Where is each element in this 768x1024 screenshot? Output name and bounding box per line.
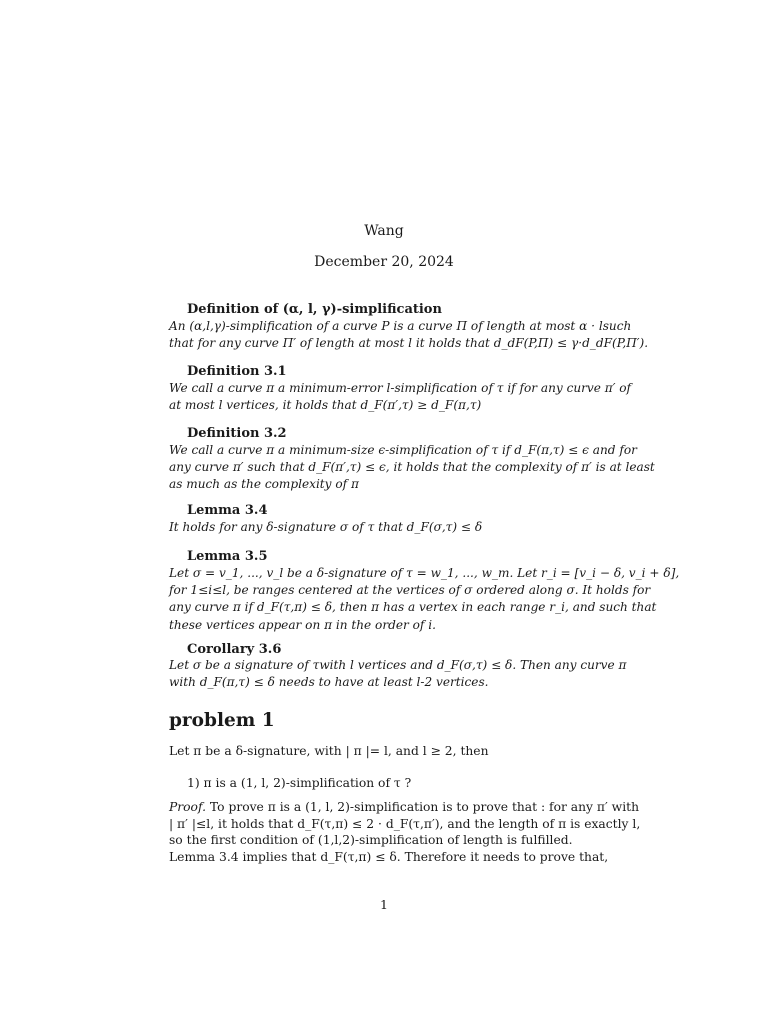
- proof-line: so the first condition of (1,l,2)-simplification of length is fulfilled.: [169, 833, 573, 847]
- proof-paragraph: [169, 799, 640, 865]
- theorem-line: An (α,l,γ)-simplification of a curve P is a curve Π of length at most α · lsuch: [169, 319, 632, 333]
- theorem-line: We call a curve π a minimum-size ϵ-simplification of τ if d_F(π,τ) ≤ ϵ and for: [169, 443, 637, 457]
- theorem-line: these vertices appear on π in the order of i.: [169, 617, 436, 632]
- theorem-body: [169, 442, 655, 494]
- theorem-line: Let σ = v_1, ..., v_l be a δ-signature of τ = w_1, ..., w_m. Let r_i = [v_i − δ, v_i + δ],: [169, 566, 680, 580]
- theorem-line: It holds for any δ-signature σ of τ that d_F(σ,τ) ≤ δ: [169, 520, 483, 534]
- theorem-title: Definition of (α, l, γ)-simplification: [187, 302, 442, 317]
- theorem-title: Definition 3.2: [187, 426, 287, 441]
- proof-line: | π′ |≤l, it holds that d_F(τ,π) ≤ 2 · d_F(τ,π′), and the length of π is exactly l,: [169, 816, 641, 831]
- proof-first-line: [169, 799, 640, 816]
- theorem-line: We call a curve π a minimum-error l-simplification of τ if for any curve π′ of: [169, 381, 632, 395]
- theorem-line: Let σ be a signature of τwith l vertices and d_F(σ,τ) ≤ δ. Then any curve π: [169, 658, 627, 672]
- proof-line: To prove π is a (1, l, 2)-simplification is to prove that : for any π′ with: [205, 800, 639, 814]
- theorem-body: [169, 565, 680, 634]
- theorem-body: [169, 657, 627, 691]
- page-number: 1: [380, 897, 388, 912]
- theorem-title: Definition 3.1: [187, 364, 287, 379]
- theorem-body: [169, 380, 632, 414]
- proof-line: Lemma 3.4 implies that d_F(τ,π) ≤ δ. Therefore it needs to prove that,: [169, 849, 609, 864]
- theorem-line: as much as the complexity of π: [169, 477, 359, 492]
- theorem-title: Lemma 3.5: [187, 549, 268, 564]
- theorem-body: [169, 318, 649, 352]
- theorem-body: [169, 519, 601, 536]
- theorem-line: at most l vertices, it holds that d_F(π′,τ) ≥ d_F(π,τ): [169, 398, 482, 413]
- theorem-title: Corollary 3.6: [187, 642, 282, 657]
- author-name: Wang: [364, 223, 404, 239]
- document-date: December 20, 2024: [314, 254, 454, 270]
- theorem-line: any curve π if d_F(τ,π) ≤ δ, then π has a vertex in each range r_i, and such that: [169, 600, 657, 615]
- numbered-item: 1) π is a (1, l, 2)-simplification of τ ?: [187, 776, 412, 790]
- theorem-line: that for any curve Π′ of length at most l it holds that d_dF(P,Π) ≤ γ·d_dF(P,Π′).: [169, 336, 649, 351]
- proof-label: Proof.: [169, 800, 206, 814]
- theorem-title: Lemma 3.4: [187, 503, 268, 518]
- theorem-line: for 1≤i≤l, be ranges centered at the vertices of σ ordered along σ. It holds for: [169, 583, 651, 598]
- theorem-line: any curve π′ such that d_F(π′,τ) ≤ ϵ, it holds that the complexity of π′ is at least: [169, 460, 655, 475]
- section-heading: problem 1: [169, 710, 275, 731]
- theorem-line: with d_F(π,τ) ≤ δ needs to have at least l-2 vertices.: [169, 675, 489, 690]
- intro-paragraph: Let π be a δ-signature, with | π |= l, and l ≥ 2, then: [169, 744, 489, 758]
